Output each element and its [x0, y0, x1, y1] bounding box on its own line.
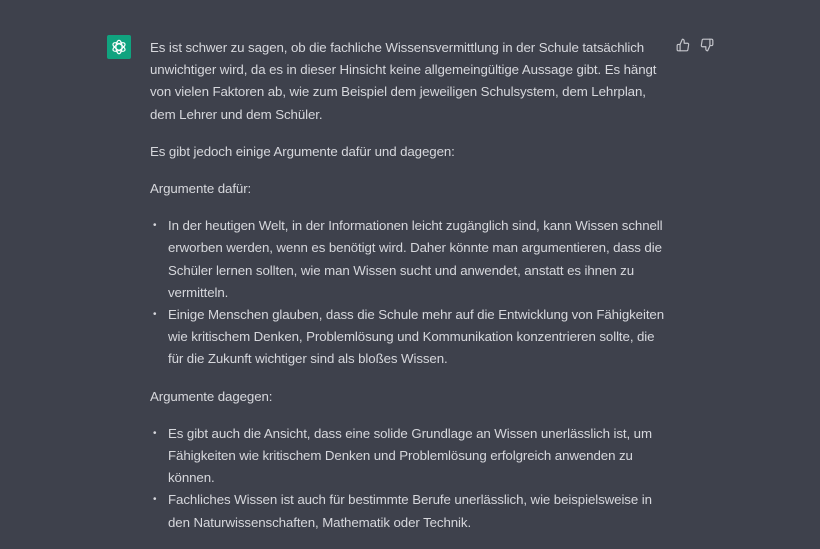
pro-heading: Argumente dafür: — [150, 181, 252, 197]
thumbs-down-icon — [700, 38, 714, 52]
intro-paragraph: Es ist schwer zu sagen, ob die fachliche Wissensvermittlung in der Schule tatsächlich unwichtiger wird, da es in dieser Hinsicht keine allgemeingültige Aussage gibt. Es hängt von vielen Faktoren ab, wie zum Beispiel dem jeweiligen Schulsystem, dem Lehrplan, dem Lehrer und dem Schüler. — [150, 40, 657, 122]
list-item-text: Einige Menschen glauben, dass die Schule mehr auf die Entwicklung von Fähigkeiten wie kritischem Denken, Problemlösung und Kommunikation konzentrieren sollte, die für die Zukunft wichtiger sind als bloßes Wissen. — [168, 307, 665, 367]
bullet: • — [153, 220, 157, 232]
openai-logo-icon — [110, 38, 128, 56]
contra-heading: Argumente dagegen: — [150, 388, 273, 404]
list-item-text: Fachliches Wissen ist auch für bestimmte Berufe unerlässlich, wie beispielsweise in den Naturwissenschaften, Mathematik oder Technik. — [168, 492, 652, 530]
pro-list — [150, 215, 670, 370]
list-item-text: In der heutigen Welt, in der Informationen leicht zugänglich sind, kann Wissen schnell erworben werden, wenn es benötigt wird. Daher könnte man argumentieren, dass die Schüler lernen sollten, wie man Wissen sucht und anwendet, anstatt es ihnen zu vermitteln. — [168, 218, 663, 300]
list-item — [150, 215, 670, 304]
lead-paragraph: Es gibt jedoch einige Argumente dafür und dagegen: — [150, 143, 455, 159]
message-content — [150, 37, 670, 549]
thumbs-up-icon — [676, 38, 690, 52]
list-item — [150, 304, 670, 371]
thumbs-down-button[interactable] — [699, 37, 715, 53]
contra-list — [150, 423, 670, 534]
list-item — [150, 423, 670, 490]
list-item — [150, 489, 670, 533]
list-item-text: Es gibt auch die Ansicht, dass eine solide Grundlage an Wissen unerlässlich ist, um Fähigkeiten wie kritischem Denken und Problemlösung erfolgreich anwenden zu können. — [168, 425, 652, 486]
feedback-actions — [675, 37, 715, 53]
bullet: • — [153, 309, 157, 321]
bullet: • — [153, 494, 157, 506]
assistant-avatar — [107, 35, 131, 59]
bullet: • — [153, 427, 157, 439]
thumbs-up-button[interactable] — [675, 37, 691, 53]
